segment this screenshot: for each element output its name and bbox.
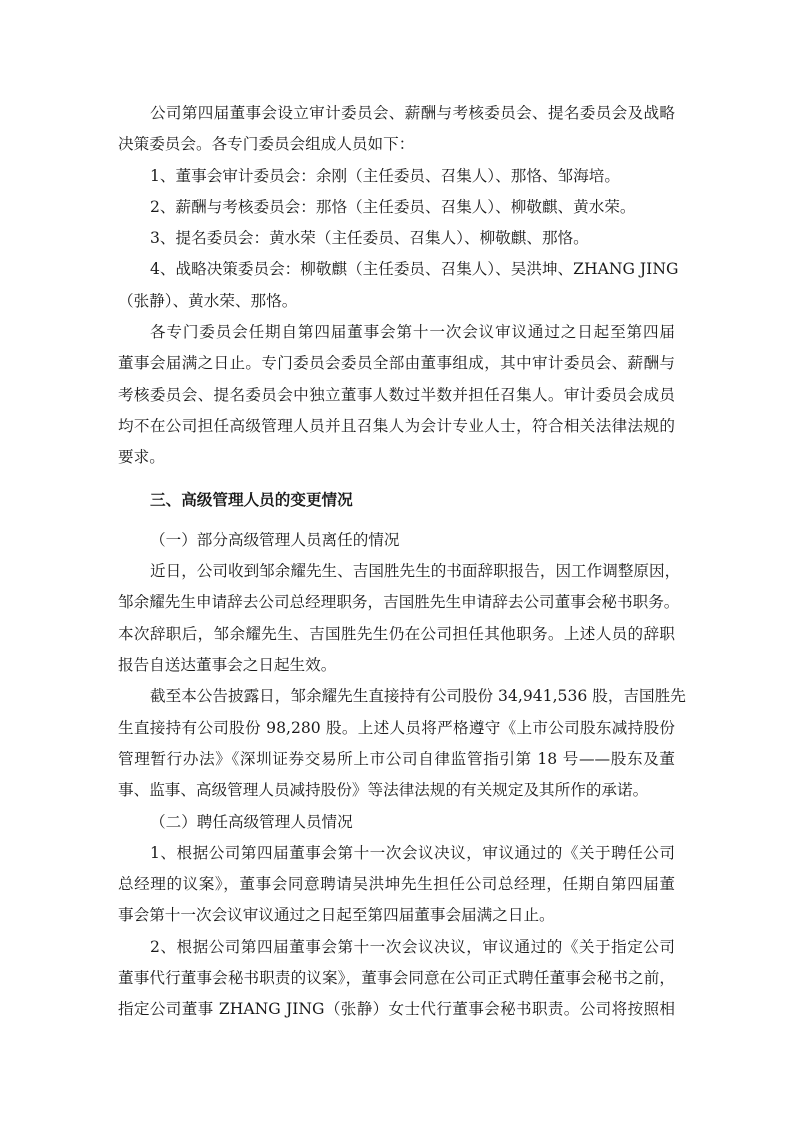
text-line: 各专门委员会任期自第四届董事会第十一次会议审议通过之日起至第四届	[150, 323, 675, 342]
paragraph	[118, 525, 675, 556]
text-line: 近日，公司收到邹余耀先生、吉国胜先生的书面辞职报告，因工作调整原因，	[150, 562, 681, 581]
text-line: 4、战略决策委员会：柳敬麒（主任委员、召集人）、吴洪坤、ZHANG JING	[150, 260, 679, 279]
text-line: 生直接持有公司股份 98,280 股。上述人员将严格遵守《上市公司股东减持股份	[118, 718, 675, 737]
section-heading	[118, 484, 675, 515]
text-line: 董事会届满之日止。专门委员会委员全部由董事组成，其中审计委员会、薪酬与	[118, 354, 675, 373]
text-line: （二）聘任高级管理人员情况	[150, 812, 353, 831]
text-line: 考核委员会、提名委员会中独立董事人数过半数并担任召集人。审计委员会成员	[118, 385, 675, 404]
text-line: 报告自送达董事会之日起生效。	[118, 656, 337, 675]
text-line: （一）部分高级管理人员离任的情况	[150, 530, 400, 549]
text-line: 指定公司董事 ZHANG JING（张静）女士代行董事会秘书职责。公司将按照相	[118, 1000, 675, 1019]
text-line: 总经理的议案》，董事会同意聘请吴洪坤先生担任公司总经理，任期自第四届董	[118, 875, 675, 894]
text-line: （张静）、黄水荣、那恪。	[118, 291, 298, 310]
paragraph	[118, 838, 675, 932]
text-line: 2、根据公司第四届董事会第十一次会议决议，审议通过的《关于指定公司	[150, 937, 675, 956]
text-line: 均不在公司担任高级管理人员并且召集人为会计专业人士，符合相关法律法规的	[118, 416, 675, 435]
paragraph	[118, 681, 686, 806]
text-line: 要求。	[118, 448, 165, 467]
paragraph	[118, 161, 675, 192]
text-line: 决策委员会。各专门委员会组成人员如下：	[118, 135, 415, 154]
paragraph	[118, 254, 679, 317]
text-line: 本次辞职后，邹余耀先生、吉国胜先生仍在公司担任其他职务。上述人员的辞职	[118, 624, 675, 643]
text-line: 3、提名委员会：黄水荣（主任委员、召集人）、柳敬麒、那恪。	[150, 229, 589, 248]
paragraph	[118, 98, 675, 161]
text-line: 2、薪酬与考核委员会：那恪（主任委员、召集人）、柳敬麒、黄水荣。	[150, 197, 636, 216]
text-line: 三、高级管理人员的变更情况	[150, 489, 353, 509]
paragraph	[118, 192, 675, 223]
text-line: 1、董事会审计委员会：余刚（主任委员、召集人）、那恪、邹海培。	[150, 166, 620, 185]
text-line: 公司第四届董事会设立审计委员会、薪酬与考核委员会、提名委员会及战略	[150, 104, 675, 122]
paragraph	[118, 317, 675, 473]
text-line: 事、监事、高级管理人员减持股份》等法律法规的有关规定及其所作的承诺。	[118, 781, 649, 800]
text-line: 事会第十一次会议审议通过之日起至第四届董事会届满之日止。	[118, 906, 555, 925]
text-line: 邹余耀先生申请辞去公司总经理职务，吉国胜先生申请辞去公司董事会秘书职务。	[118, 593, 680, 612]
text-line: 1、根据公司第四届董事会第十一次会议决议，审议通过的《关于聘任公司	[150, 843, 675, 862]
paragraph	[118, 807, 675, 838]
paragraph	[118, 223, 675, 254]
paragraph	[118, 556, 681, 681]
document-page	[118, 98, 686, 1026]
text-line: 截至本公告披露日，邹余耀先生直接持有公司股份 34,941,536 股，吉国胜先	[150, 687, 686, 706]
text-line: 董事代行董事会秘书职责的议案》，董事会同意在公司正式聘任董事会秘书之前，	[118, 969, 675, 988]
paragraph	[118, 932, 675, 1026]
text-line: 管理暂行办法》《深圳证券交易所上市公司自律监管指引第 18 号——股东及董	[118, 749, 675, 768]
